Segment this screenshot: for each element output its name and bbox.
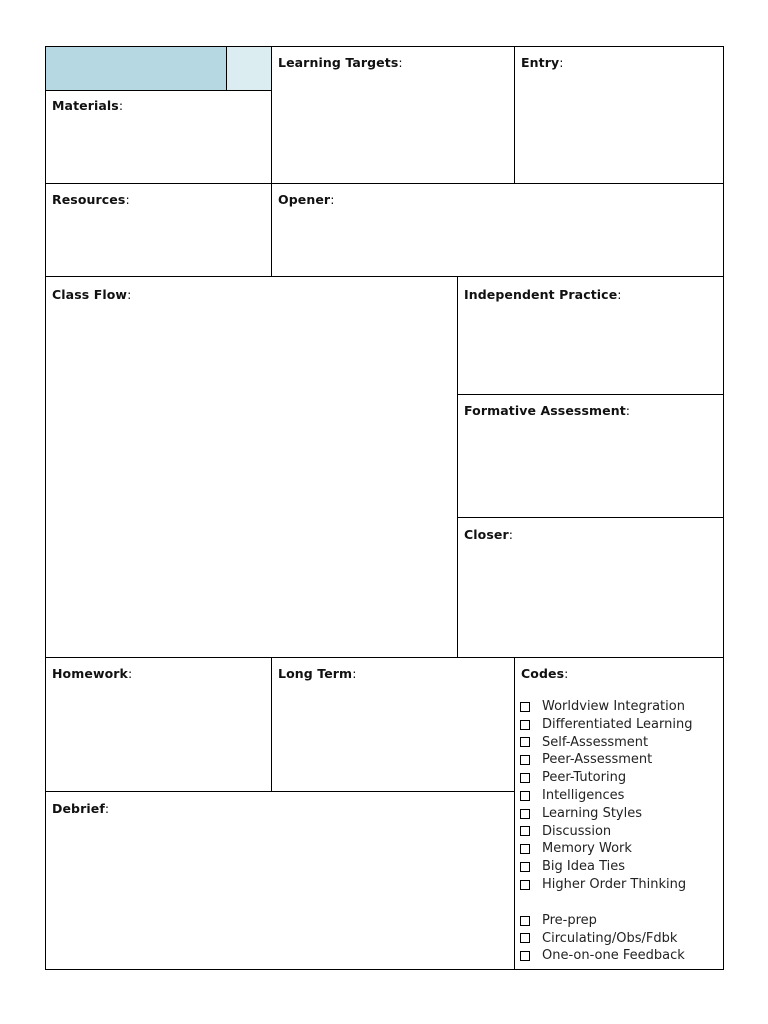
opener-label: Opener:	[278, 192, 335, 207]
closer-label: Closer:	[464, 527, 514, 542]
code-checkbox-item[interactable]	[520, 947, 692, 965]
long-term-label: Long Term:	[278, 666, 357, 681]
code-checkbox-item[interactable]	[520, 858, 692, 876]
code-checkbox-item[interactable]	[520, 698, 692, 716]
checkbox-icon[interactable]	[520, 809, 530, 819]
code-label: Peer-Tutoring	[542, 770, 627, 786]
code-checkbox-item[interactable]	[520, 734, 692, 752]
code-label: Learning Styles	[542, 805, 642, 821]
code-checkbox-item[interactable]	[520, 716, 692, 734]
code-checkbox-item[interactable]	[520, 930, 692, 948]
checkbox-icon[interactable]	[520, 755, 530, 765]
code-checkbox-item[interactable]	[520, 823, 692, 841]
checkbox-icon[interactable]	[520, 933, 530, 943]
learning-targets-label: Learning Targets:	[278, 55, 403, 70]
debrief-label: Debrief:	[52, 801, 110, 816]
code-label: Discussion	[542, 823, 612, 839]
header-fill-light	[227, 47, 271, 90]
code-label: Peer-Assessment	[542, 752, 653, 768]
divider	[226, 46, 227, 90]
divider	[514, 46, 515, 183]
checkbox-icon[interactable]	[520, 720, 530, 730]
checkbox-icon[interactable]	[520, 826, 530, 836]
code-label: Circulating/Obs/Fdbk	[542, 930, 678, 946]
code-label: Intelligences	[542, 787, 625, 803]
code-checkbox-item[interactable]	[520, 912, 692, 930]
checkbox-icon[interactable]	[520, 916, 530, 926]
formative-assessment-label: Formative Assessment:	[464, 403, 631, 418]
resources-label: Resources:	[52, 192, 130, 207]
divider	[271, 657, 272, 792]
header-fill-dark	[46, 47, 226, 90]
code-label: Memory Work	[542, 841, 632, 857]
divider	[271, 46, 272, 276]
codes-label: Codes:	[521, 666, 569, 681]
checkbox-icon[interactable]	[520, 702, 530, 712]
entry-label: Entry:	[521, 55, 564, 70]
divider	[457, 276, 458, 657]
checkbox-icon[interactable]	[520, 862, 530, 872]
divider	[45, 791, 515, 792]
code-label: Pre-prep	[542, 912, 597, 928]
checkbox-icon[interactable]	[520, 791, 530, 801]
code-label: Higher Order Thinking	[542, 876, 687, 892]
homework-label: Homework:	[52, 666, 133, 681]
code-checkbox-item[interactable]	[520, 805, 692, 823]
checkbox-icon[interactable]	[520, 737, 530, 747]
checkbox-icon[interactable]	[520, 880, 530, 890]
divider	[457, 517, 724, 518]
code-label: Differentiated Learning	[542, 716, 693, 732]
code-label: Self-Assessment	[542, 734, 649, 750]
class-flow-label: Class Flow:	[52, 287, 132, 302]
divider	[45, 657, 724, 658]
code-checkbox-item[interactable]	[520, 769, 692, 787]
code-label: Worldview Integration	[542, 699, 685, 714]
checkbox-icon[interactable]	[520, 844, 530, 854]
code-checkbox-item[interactable]	[520, 787, 692, 805]
checkbox-icon[interactable]	[520, 773, 530, 783]
divider	[457, 394, 724, 395]
independent-practice-label: Independent Practice:	[464, 287, 622, 302]
codes-checklist	[520, 698, 692, 965]
code-checkbox-item[interactable]	[520, 840, 692, 858]
divider	[514, 657, 515, 970]
divider	[45, 276, 724, 277]
checkbox-icon[interactable]	[520, 951, 530, 961]
code-label: Big Idea Ties	[542, 859, 626, 875]
code-label: One-on-one Feedback	[542, 948, 685, 964]
divider	[45, 90, 272, 91]
divider	[45, 183, 724, 184]
spacer	[520, 894, 692, 912]
code-checkbox-item[interactable]	[520, 751, 692, 769]
code-checkbox-item[interactable]	[520, 876, 692, 894]
materials-label: Materials:	[52, 98, 124, 113]
